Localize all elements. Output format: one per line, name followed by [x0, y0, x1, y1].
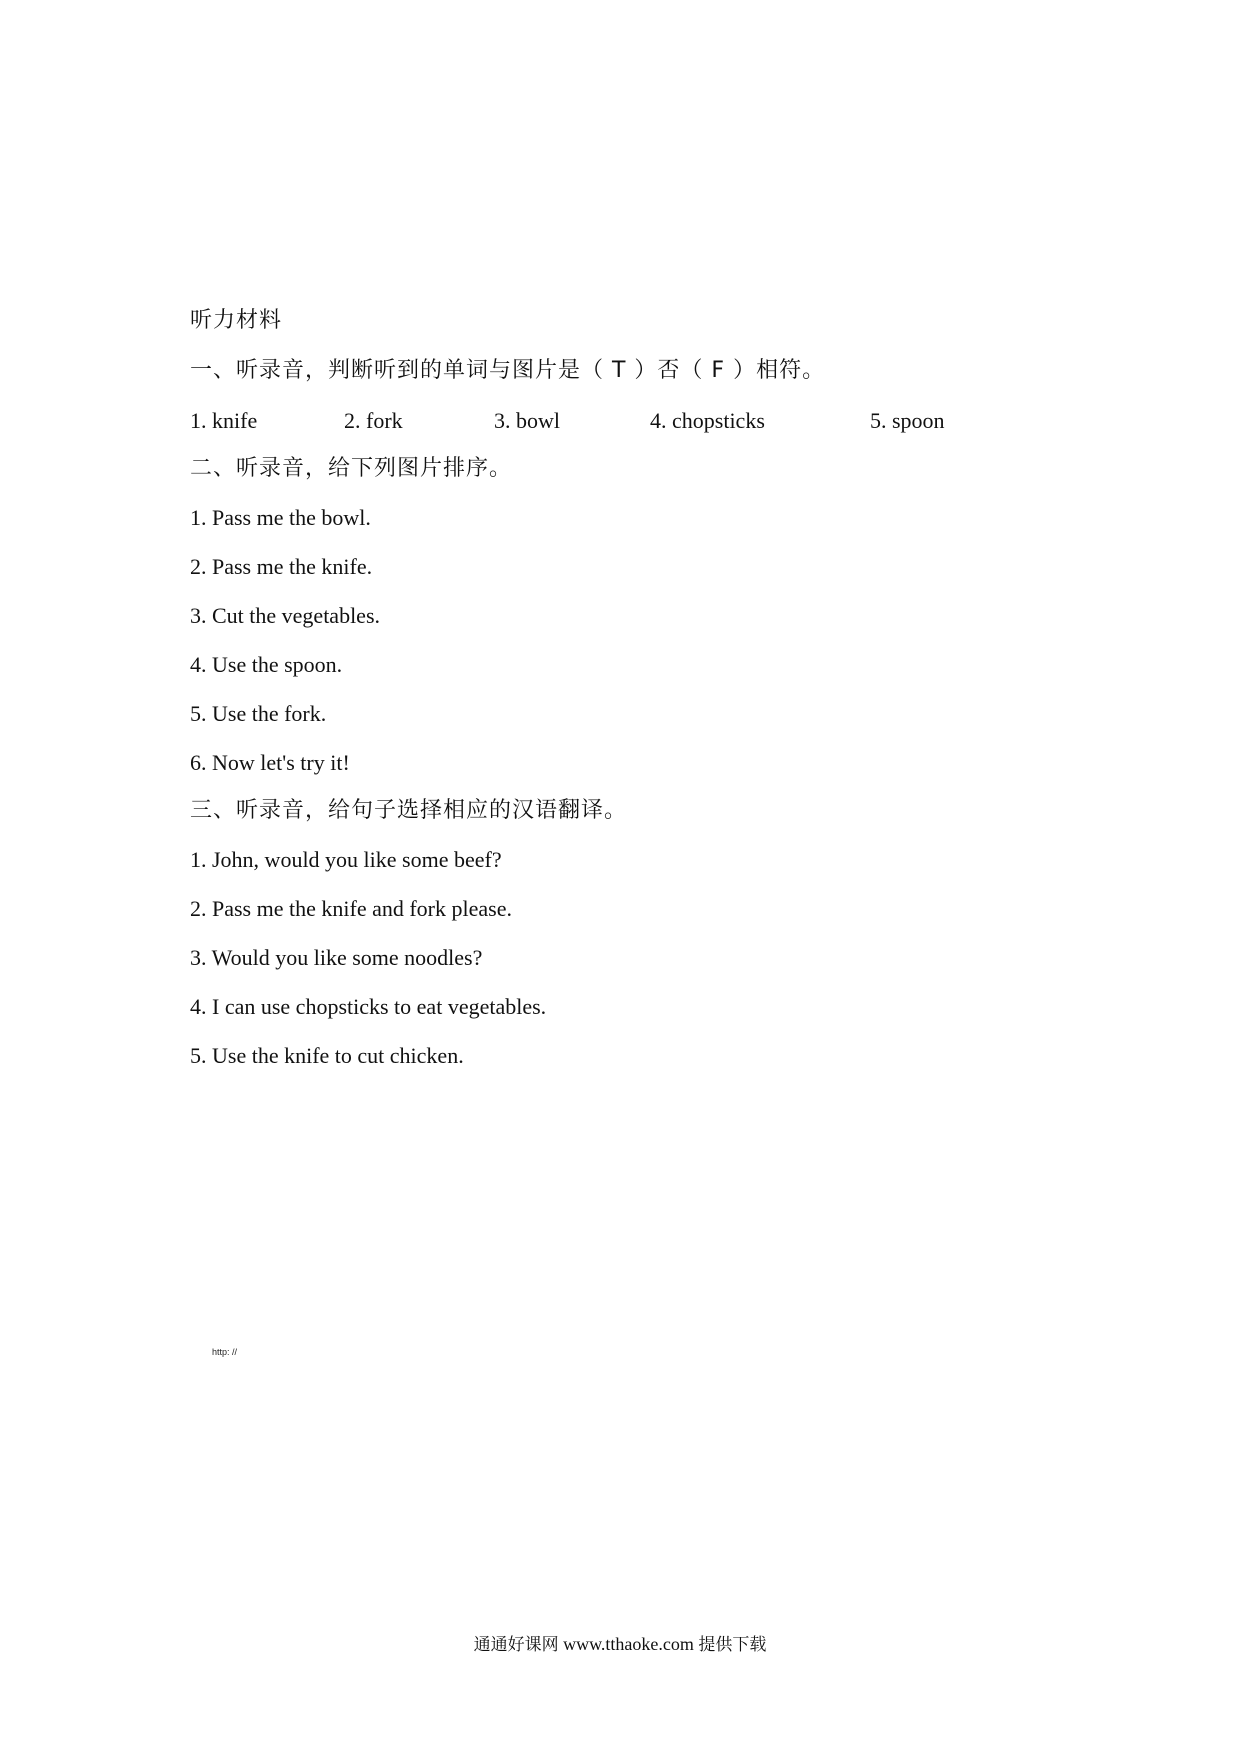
vocab-item: 2. fork — [344, 408, 403, 433]
list-item: 2. Pass me the knife. — [190, 554, 373, 579]
list-item: 5. Use the knife to cut chicken. — [190, 1043, 464, 1068]
list-item: 1. Pass me the bowl. — [190, 505, 371, 530]
footer-url: www.tthaoke.com — [563, 1634, 694, 1654]
vocab-item: 4. chopsticks — [650, 408, 765, 433]
list-item: 5. Use the fork. — [190, 701, 327, 726]
section1-heading: 一、听录音，判断听到的单词与图片是（ T ）否（ F ）相符。 — [190, 358, 826, 383]
list-item: 4. I can use chopsticks to eat vegetables. — [190, 994, 547, 1019]
list-item: 4. Use the spoon. — [190, 652, 343, 677]
vocab-item: 5. spoon — [870, 408, 945, 433]
document-title: 听力材料 — [190, 308, 283, 333]
footer-suffix: 提供下载 — [698, 1635, 767, 1655]
section3-heading: 三、听录音，给句子选择相应的汉语翻译。 — [190, 798, 628, 823]
url-fragment: http: // — [212, 1347, 238, 1357]
list-item: 3. Cut the vegetables. — [190, 603, 381, 628]
footer — [0, 1632, 1240, 1657]
list-item: 6. Now let's try it! — [190, 750, 350, 775]
list-item: 1. John, would you like some beef? — [190, 847, 502, 872]
vocab-item: 3. bowl — [494, 408, 560, 433]
footer-site-name: 通通好课网 — [473, 1635, 559, 1655]
list-item: 3. Would you like some noodles? — [190, 945, 483, 970]
list-item: 2. Pass me the knife and fork please. — [190, 896, 512, 921]
section2-heading: 二、听录音，给下列图片排序。 — [190, 456, 513, 481]
vocab-item: 1. knife — [190, 408, 258, 433]
